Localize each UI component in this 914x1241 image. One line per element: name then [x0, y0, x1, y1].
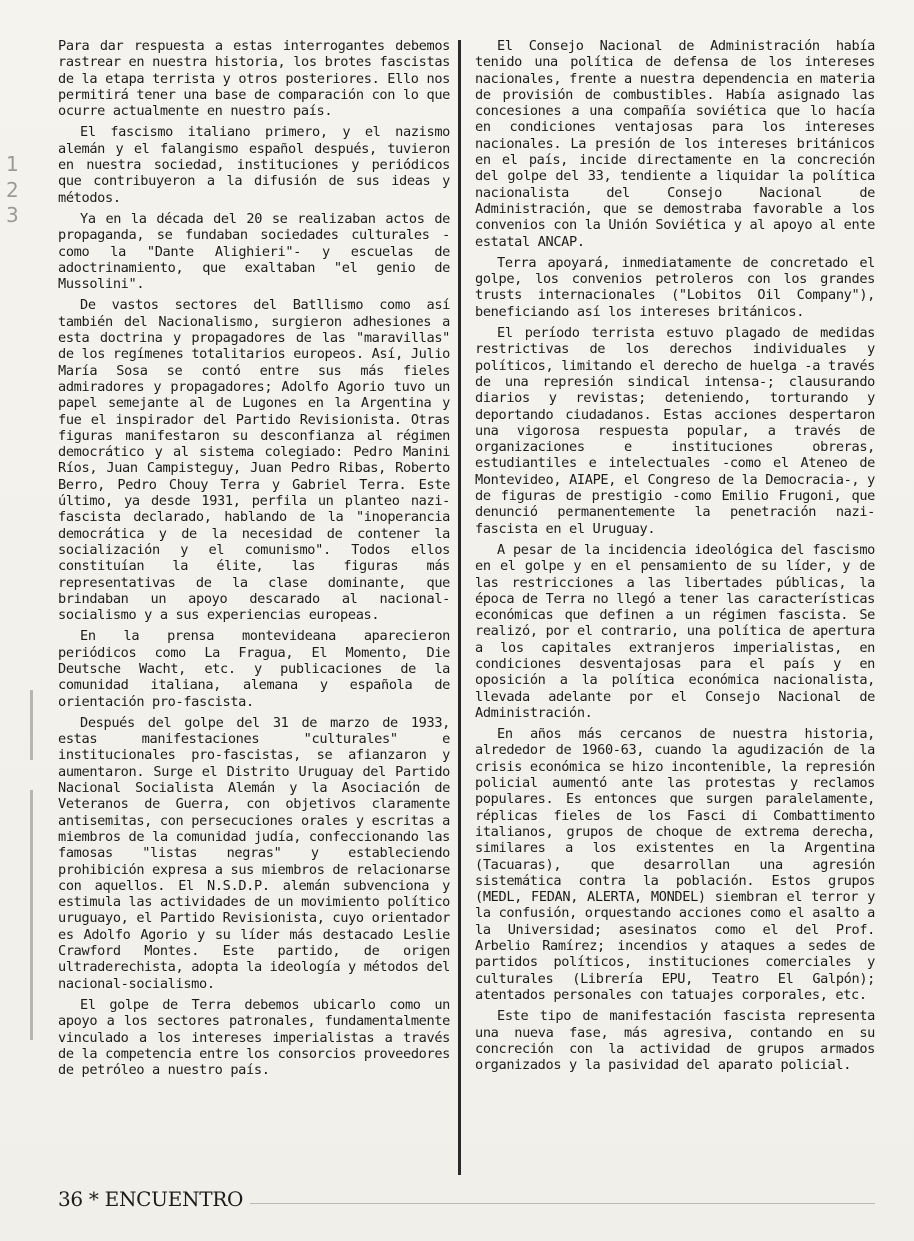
paragraph: Este tipo de manifestación fascista representa una nueva fase, más agresiva, contando en su concreción con la actividad de grupos armados organizados y la pasividad del aparato policial. — [475, 1008, 875, 1074]
paragraph: El fascismo italiano primero, y el nazismo alemán y el falangismo español después, tuvieron en nuestra sociedad, instituciones y periódicos que contribuyeron a la difusión de sus ideas y métodos. — [58, 124, 450, 206]
column-divider — [458, 40, 461, 1175]
margin-note-1: 1 — [6, 152, 19, 176]
margin-pencil-mark — [30, 790, 33, 1040]
page-footer: 36 * ENCUENTRO — [58, 1187, 244, 1211]
margin-note-3: 3 — [6, 203, 19, 227]
paragraph: Terra apoyará, inmediatamente de concretado el golpe, los convenios petroleros con los grandes trusts internacionales ("Lobitos Oil Company"), beneficiando así los intereses británicos. — [475, 254, 875, 320]
left-column — [58, 38, 450, 1083]
paragraph: De vastos sectores del Batllismo como así también del Nacionalismo, surgieron adhesiones a esta doctrina y propagadores de las "maravillas" de los regímenes totalitarios europeos. Así, Julio María Sosa se contó entre sus más fieles admiradores y propagadores; Adolfo Agorio tuvo un papel semejante al de Lugones en la Argentina y fue el inspirador del Partido Revisionista. Otras figuras manifestaron su desconfianza al régimen democrático y al sistema colegiado: Pedro Manini Ríos, Juan Campisteguy, Juan Pedro Ribas, Roberto Berro, Pedro Chouy Terra y Gabriel Terra. Este último, ya desde 1931, perfila un planteo nazi-fascista declarado, hablando de la "inoperancia democrática y de la necesidad de contener la socialización y el comunismo". Todos ellos constituían la élite, las figuras más representativas de la clase dominante, que brindaban un apoyo descarado al nacional-socialismo y a sus experiencias europeas. — [58, 297, 450, 624]
paragraph: En años más cercanos de nuestra historia, alrededor de 1960-63, cuando la agudización de la crisis económica se hizo incontenible, la represión policial aumentó ante las protestas y reclamos populares. Es entonces que surgen paralelamente, réplicas fieles de los Fasci di Combattimento italianos, grupos de choque de extrema derecha, similares a los existentes en la Argentina (Tacuaras), que desarrollan una agresión sistemática contra la población. Estos grupos (MEDL, FEDAN, ALERTA, MONDEL) siembran el terror y la confusión, orquestando acciones como el asalto a la Universidad; asesinatos como el del Prof. Arbelio Ramírez; incendios y ataques a sedes de partidos políticos, instituciones comerciales y culturales (Librería EPU, Teatro El Galpón); atentados personales con tatuajes corporales, etc. — [475, 726, 875, 1003]
right-column — [475, 38, 875, 1078]
paragraph: El golpe de Terra debemos ubicarlo como un apoyo a los sectores patronales, fundamentalmente vinculado a los intereses imperialistas a través de la competencia entre los consorcios proveedores de petróleo a nuestro país. — [58, 996, 450, 1079]
paragraph: Después del golpe del 31 de marzo de 1933, estas manifestaciones "culturales" e institucionales pro-fascistas, se afianzaron y aumentaron. Surge el Distrito Uruguay del Partido Nacional Socialista Alemán y la Asociación de Veteranos de Guerra, con objetivos claramente antisemitas, con persecuciones orales y escritas a miembros de la comunidad judía, confeccionando las famosas "listas negras" y estableciendo prohibición expresa a sus miembros de relacionarse con aquellos. El N.S.D.P. alemán subvenciona y estimula las actividades de un movimiento político uruguayo, el Partido Revisionista, cuyo orientador es Adolfo Agorio y su líder más destacado Leslie Crawford Montes. Este partido, de origen ultraderechista, adopta la ideología y métodos del nacional-socialismo. — [58, 714, 450, 992]
paragraph: Ya en la década del 20 se realizaban actos de propaganda, se fundaban sociedades culturales -como la "Dante Alighieri"- y escuelas de adoctrinamiento, que exaltaban "el genio de Mussolini". — [58, 210, 450, 293]
margin-pencil-mark — [30, 690, 33, 760]
paragraph: Para dar respuesta a estas interrogantes debemos rastrear en nuestra historia, los brotes fascistas de la etapa terrista y otros posteriores. Ello nos permitirá tener una base de comparación con lo que ocurre actualmente en nuestro país. — [58, 38, 450, 120]
footer-rule — [250, 1203, 875, 1204]
paragraph: En la prensa montevideana aparecieron periódicos como La Fragua, El Momento, Die Deutsche Wacht, etc. y publicaciones de la comunidad italiana, alemana y española de orientación pro-fascista. — [58, 628, 450, 710]
paragraph: El período terrista estuvo plagado de medidas restrictivas de los derechos individuales y políticos, limitando el derecho de huelga -a través de una represión sindical intensa-; clausurando diarios y revistas; deteniendo, torturando y deportando ciudadanos. Estas acciones despertaron una vigorosa respuesta popular, a través de organizaciones e instituciones obreras, estudiantiles e intelectuales -como el Ateneo de Montevideo, AIAPE, el Congreso de la Democracia-, y de figuras de prestigio -como Emilio Frugoni, que denunció permanentemente la penetración nazi-fascista en el Uruguay. — [475, 325, 875, 537]
paragraph: El Consejo Nacional de Administración había tenido una política de defensa de los intereses nacionales, frente a nuestra dependencia en materia de provisión de combustibles. Había asignado las concesiones a una compañía soviética que lo hacía en condiciones ventajosas para los intereses nacionales. La presión de los intereses británicos en el país, incide directamente en la concreción del golpe del 33, tendiente a liquidar la política nacionalista del Consejo Nacional de Administración, que se demostraba favorable a los convenios con la Unión Soviética y al apoyo al ente estatal ANCAP. — [475, 38, 875, 250]
paragraph: A pesar de la incidencia ideológica del fascismo en el golpe y en el pensamiento de su líder, y de las restricciones a las libertades públicas, la época de Terra no llegó a tener las características económicas que definen a un régimen fascista. Se realizó, por el contrario, una política de apertura a los capitales extranjeros imperialistas, en condiciones desventajosas para el país y en oposición a la política económica nacionalista, llevada adelante por el Consejo Nacional de Administración. — [475, 541, 875, 721]
margin-note-2: 2 — [6, 178, 19, 202]
